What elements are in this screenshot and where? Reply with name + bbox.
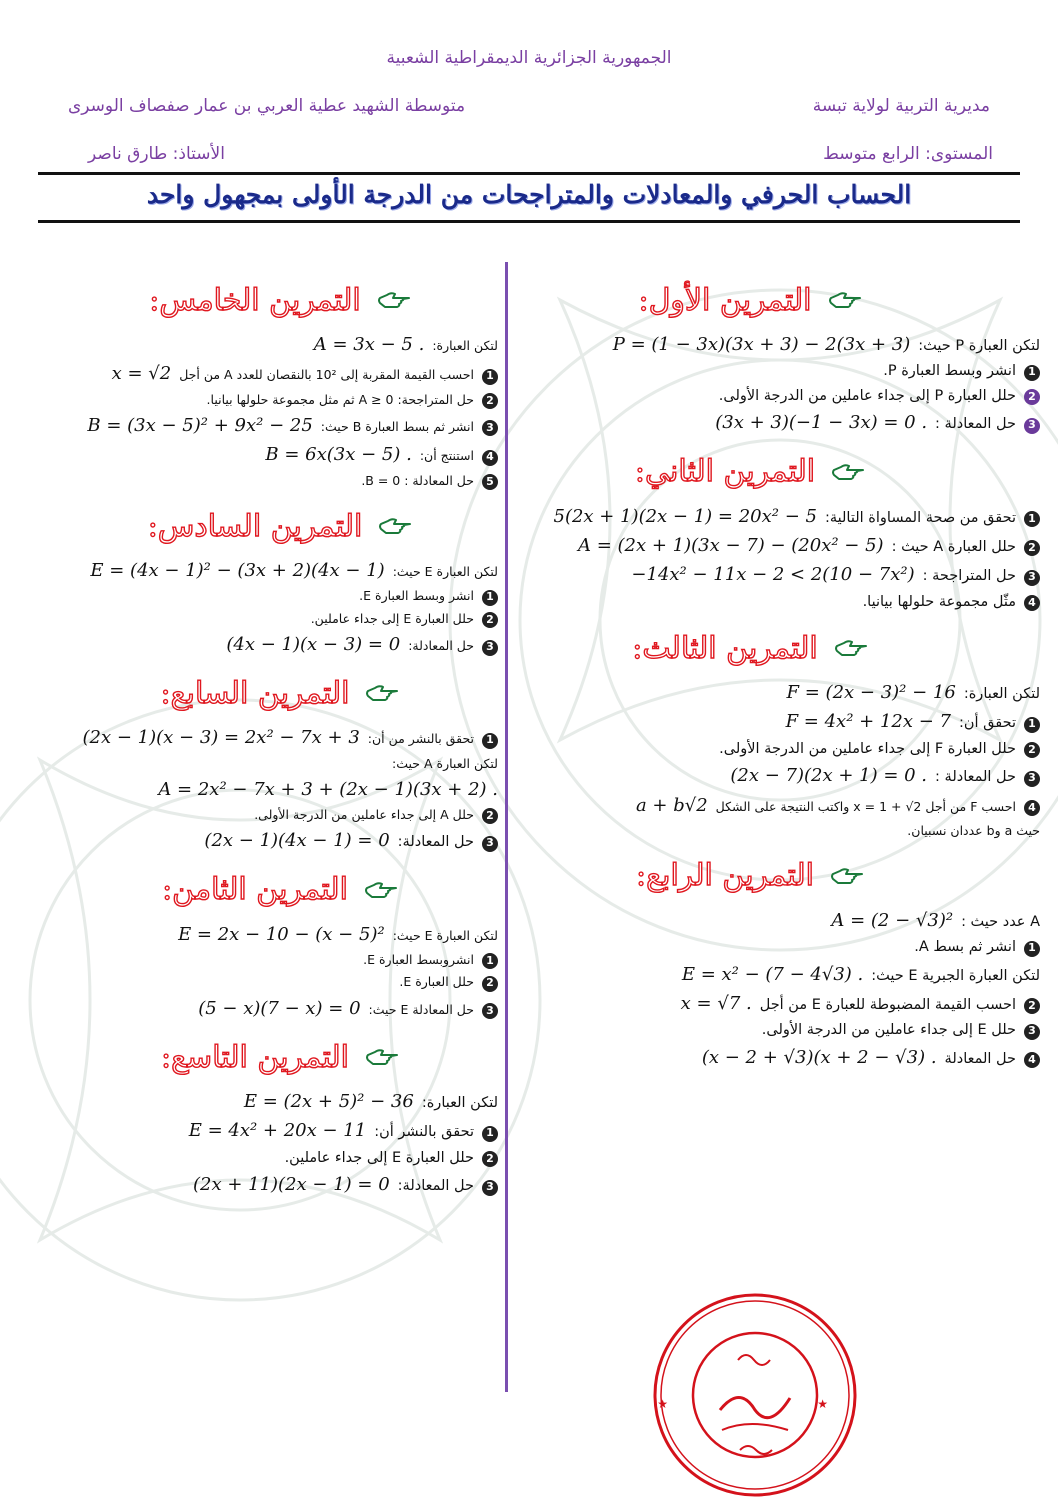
exercise-2-item-1-text: تحقق من صحة المساواة التالية:: [824, 509, 1016, 526]
item-number-badge: 2: [482, 976, 498, 992]
exercise-6-heading: [22, 498, 498, 554]
exercise-3-item-4-math: a + b√2: [635, 794, 708, 816]
exercise-8-item-3-math: (5 − x)(7 − x) = 0: [198, 997, 361, 1019]
exercise-2-item-2-text: حلل العبارة A حيث :: [891, 539, 1016, 556]
exercise-7-item-2-text: حلل A إلى جداء عاملين من الدرجة الأولى.: [254, 806, 474, 822]
exercise-3-item-1-math: F = 4x² + 12x − 7: [785, 711, 951, 733]
exercise-6-item-3: [22, 633, 498, 657]
exercise-9-heading: [22, 1029, 498, 1085]
exercise-3-item-1-text: تحقق أن:: [959, 715, 1016, 732]
exercise-3-item-4: [520, 794, 1040, 818]
exercise-3-item-3-math: (2x − 7)(2x + 1) = 0 .: [730, 765, 928, 787]
exercise-1-item-2: [520, 387, 1040, 407]
exercise-1-item-1-text: انشر وبسط العبارة P.: [883, 363, 1016, 380]
exercise-4-item-1: [520, 938, 1040, 958]
exercise-7-mid-label: لتكن العبارة A حيث:: [392, 755, 498, 771]
exercise-7-item-1-math: (2x − 1)(x − 3) = 2x² − 7x + 3: [82, 727, 360, 749]
exercise-9-item-1-text: تحقق بالنشر أن:: [374, 1124, 474, 1141]
exercise-5-heading: [22, 272, 498, 328]
exercise-1-intro-text: لتكن العبارة P حيث:: [918, 338, 1040, 354]
exercise-6-title: التمرين السادس:: [147, 508, 363, 544]
exercise-8-item-1-text: انشروبسط العبارة E.: [363, 951, 474, 967]
exercise-2-item-2-math: A = (2x + 1)(3x − 7) − (20x² − 5): [577, 535, 884, 557]
exercise-6-item-2: [22, 611, 498, 628]
exercise-6-intro-math: E = (4x − 1)² − (3x + 2)(4x − 1): [90, 560, 385, 582]
item-number-badge: 3: [482, 1003, 498, 1019]
exercise-1-heading: [520, 272, 1040, 328]
exercise-6-item-2-text: حلل العبارة E إلى جداء عاملين.: [310, 610, 474, 626]
exercise-4-item-4: [520, 1046, 1040, 1070]
exercise-4-expression-math: E = x² − (7 − 4√3) .: [681, 963, 864, 985]
exercise-4-item-1-text: انشر ثم بسط A.: [914, 939, 1016, 956]
exercise-7-item-1-text: تحقق بالنشر من أن:: [367, 731, 474, 747]
item-number-badge: 1: [1024, 941, 1040, 957]
exercise-1-item-1: [520, 362, 1040, 382]
item-number-badge: 1: [482, 590, 498, 606]
exercise-9-item-3: [22, 1173, 498, 1197]
exercise-1-item-3-math: (3x + 3)(−1 − 3x) = 0 .: [715, 412, 928, 434]
exercise-9-intro-math: E = (2x + 5)² − 36: [243, 1091, 414, 1113]
header-directorate: مديرية التربية لولاية تبسة: [812, 96, 990, 116]
item-number-badge: 4: [1024, 595, 1040, 611]
exercise-7-item-1: [22, 726, 498, 750]
exercise-7-mid-math: A = 2x² − 7x + 3 + (2x − 1)(3x + 2) .: [158, 778, 498, 800]
item-number-badge: 4: [1024, 1052, 1040, 1068]
item-number-badge: 2: [1024, 998, 1040, 1014]
exercise-4-item-2-math: x = √7 .: [680, 992, 752, 1014]
exercise-5-item-2-text: حل المتراجحة: A ≥ 0 ثم مثل مجموعة حلولها بيانيا.: [206, 391, 474, 407]
header-republic: الجمهورية الجزائرية الديمقراطية الشعبية: [386, 48, 672, 68]
exercise-5-intro: [22, 333, 498, 357]
exercise-1-item-3: [520, 411, 1040, 435]
pointing-hand-icon: [378, 515, 412, 537]
exercise-2-item-3-text: حل المتراجحة :: [922, 568, 1016, 585]
exercise-3-item-3: [520, 764, 1040, 788]
pointing-hand-icon: [830, 865, 864, 887]
exercise-5-item-5: [22, 473, 498, 490]
exercise-5-item-3-math: B = (3x − 5)² + 9x² − 25: [87, 415, 313, 437]
item-number-badge: 3: [482, 836, 498, 852]
title-top-rule: [38, 172, 1020, 175]
exercise-3-intro-math: F = (2x − 3)² − 16: [786, 682, 956, 704]
exercise-6-intro: [22, 559, 498, 583]
item-number-badge: 5: [482, 474, 498, 490]
exercise-6-item-3-math: (4x − 1)(x − 3) = 0: [226, 634, 401, 656]
exercise-7-mid-text: [22, 756, 498, 773]
item-number-badge: 3: [482, 640, 498, 656]
item-number-badge: 2: [1024, 742, 1040, 758]
exercise-7-item-3-text: حل المعادلة:: [397, 834, 474, 851]
exercise-5-item-3: [22, 414, 498, 438]
pointing-hand-icon: [365, 1046, 399, 1068]
exercise-6-intro-text: لتكن العبارة E حيث:: [392, 564, 498, 580]
exercise-7-title: التمرين السابع:: [160, 675, 350, 711]
exercise-2-item-4: [520, 593, 1040, 613]
pointing-hand-icon: [834, 637, 868, 659]
left-column: [22, 272, 498, 1206]
exercise-7-item-3: [22, 829, 498, 853]
exercise-3-title: التمرين الثالث:: [632, 630, 818, 666]
exercise-8-title: التمرين الثامن:: [162, 872, 348, 908]
item-number-badge: 2: [1024, 389, 1040, 405]
item-number-badge: 3: [1024, 1024, 1040, 1040]
exercise-6-item-3-text: حل المعادلة:: [408, 638, 474, 654]
exercise-3-note-text: حيث a وb عددان نسبيان.: [907, 822, 1040, 838]
exercise-3-intro: [520, 681, 1040, 705]
exercise-9-intro: [22, 1090, 498, 1114]
exercise-8: [22, 862, 498, 1021]
item-number-badge: 3: [1024, 418, 1040, 434]
pointing-hand-icon: [831, 461, 865, 483]
exercise-3-item-4-text: احسب F من أجل x = 1 + √2 واكتب النتيجة على الشكل: [715, 798, 1016, 814]
exercise-7-heading: [22, 665, 498, 721]
exercise-8-heading: [22, 862, 498, 918]
exercise-2-item-2: [520, 534, 1040, 558]
exercise-4-expression: [520, 963, 1040, 987]
exercise-3-intro-text: لتكن العبارة:: [963, 686, 1040, 703]
exercise-7-item-3-math: (2x − 1)(4x − 1) = 0: [204, 830, 390, 852]
exercise-5-intro-math: A = 3x − 5 .: [313, 334, 425, 355]
pointing-hand-icon: [365, 682, 399, 704]
exercise-5-item-4-math: B = 6x(3x − 5) .: [265, 444, 412, 466]
pointing-hand-icon: [828, 289, 862, 311]
exercise-4-item-3: [520, 1021, 1040, 1041]
exercise-4-intro: [520, 909, 1040, 933]
exercise-4: [520, 848, 1040, 1070]
exercise-4-item-4-math: (x − 2 + √3)(x + 2 − √3) .: [701, 1046, 937, 1068]
svg-text:★: ★: [817, 1397, 828, 1411]
exercise-3-heading: [520, 620, 1040, 676]
exercise-9-item-1: [22, 1119, 498, 1143]
exercise-4-intro-math: A = (2 − √3)²: [831, 909, 954, 931]
item-number-badge: 2: [482, 1151, 498, 1167]
exercise-9-item-3-text: حل المعادلة:: [397, 1178, 474, 1195]
exercise-1: [520, 272, 1040, 436]
exercise-6-item-1: [22, 588, 498, 605]
exercise-2-item-3-math: −14x² − 11x − 2 < 2(10 − 7x²): [631, 564, 915, 586]
exercise-8-item-2-text: حلل العبارة E.: [399, 974, 474, 990]
exercise-1-title: التمرين الأول:: [638, 282, 812, 318]
item-number-badge: 2: [482, 393, 498, 409]
title-bottom-rule: [38, 220, 1020, 223]
exercise-1-item-3-text: حل المعادلة :: [935, 416, 1016, 433]
exercise-9-item-3-math: (2x + 11)(2x − 1) = 0: [192, 1174, 390, 1196]
item-number-badge: 4: [1024, 800, 1040, 816]
exercise-3-item-2: [520, 740, 1040, 760]
item-number-badge: 2: [1024, 540, 1040, 556]
item-number-badge: 1: [482, 733, 498, 749]
item-number-badge: 4: [482, 450, 498, 466]
exercise-4-item-4-text: حل المعادلة: [944, 1050, 1016, 1067]
exercise-5-item-2: [22, 392, 498, 409]
exercise-8-item-3-text: حل المعادلة E حيث:: [368, 1001, 474, 1017]
item-number-badge: 2: [482, 612, 498, 628]
exercise-5-item-1-text: احسب القيمة المقربة إلى 10² بالنقصان للعدد A من أجل: [179, 367, 474, 383]
item-number-badge: 1: [482, 953, 498, 969]
exercise-9-title: التمرين التاسع:: [160, 1039, 350, 1075]
exercise-1-intro: [520, 333, 1040, 357]
header-level: المستوى: الرابع متوسط: [823, 144, 993, 164]
item-number-badge: 1: [482, 1126, 498, 1142]
item-number-badge: 1: [1024, 717, 1040, 733]
exercise-1-item-2-text: حلل العبارة P إلى جداء عاملين من الدرجة الأولى.: [718, 387, 1016, 404]
school-stamp-seal: [650, 1290, 860, 1500]
exercise-2-title: التمرين الثاني:: [634, 454, 816, 490]
exercise-4-intro-text: A عدد حيث :: [961, 913, 1040, 930]
pointing-hand-icon: [364, 879, 398, 901]
column-divider: [505, 262, 508, 1392]
exercise-9-item-1-math: E = 4x² + 20x − 11: [188, 1120, 367, 1142]
exercise-2-item-1-math: 5(2x + 1)(2x − 1) = 20x² − 5: [553, 505, 817, 527]
item-number-badge: 1: [1024, 365, 1040, 381]
exercise-3: [520, 620, 1040, 840]
exercise-8-item-2: [22, 974, 498, 991]
exercise-8-intro: [22, 923, 498, 947]
exercise-4-heading: [520, 848, 1040, 904]
exercise-3-note: [520, 823, 1040, 840]
item-number-badge: 1: [1024, 511, 1040, 527]
exercise-3-item-2-text: حلل العبارة F إلى جداء عاملين من الدرجة الأولى.: [719, 740, 1016, 757]
exercise-7-item-2: [22, 807, 498, 824]
exercise-4-item-2-text: احسب القيمة المضبوطة للعبارة E من أجل: [759, 996, 1016, 1013]
right-column: [520, 272, 1040, 1078]
exercise-9-item-2: [22, 1149, 498, 1169]
exercise-1-intro-math: P = (1 − 3x)(3x + 3) − 2(3x + 3): [612, 334, 911, 355]
header-school: متوسطة الشهيد عطية العربي بن عمار صفصاف الوسرى: [68, 96, 466, 116]
item-number-badge: 3: [482, 420, 498, 436]
exercise-5-item-4: [22, 443, 498, 467]
exercise-5-item-1-math: x = √2: [111, 363, 172, 385]
exercise-8-intro-math: E = 2x − 10 − (x − 5)²: [178, 923, 385, 945]
exercise-3-item-3-text: حل المعادلة :: [935, 769, 1016, 786]
exercise-4-item-3-text: حلل E إلى جداء عاملين من الدرجة الأولى.: [761, 1022, 1016, 1039]
exercise-2-item-4-text: مثّل مجموعة حلولها بيانيا.: [862, 593, 1016, 610]
item-number-badge: 3: [1024, 570, 1040, 586]
exercise-6-item-1-text: انشر وبسط العبارة E.: [359, 588, 474, 604]
exercise-5: [22, 272, 498, 490]
exercise-2: [520, 444, 1040, 612]
exercise-4-expression-text: لتكن العبارة الجبرية E حيث:: [871, 967, 1040, 984]
exercise-2-item-3: [520, 563, 1040, 587]
exercise-2-heading: [520, 444, 1040, 500]
item-number-badge: 3: [482, 1180, 498, 1196]
exercise-4-item-2: [520, 992, 1040, 1016]
exercise-5-item-3-text: انشر ثم بسط العبارة B حيث:: [320, 419, 474, 435]
exercise-6: [22, 498, 498, 657]
exercise-4-title: التمرين الرابع:: [636, 858, 814, 894]
exercise-5-item-1: [22, 362, 498, 386]
worksheet-title: الحساب الحرفي والمعادلات والمتراجحات من الدرجة الأولى بمجهول واحد: [146, 180, 912, 209]
svg-text:★: ★: [657, 1397, 668, 1411]
exercise-9-item-2-text: حلل العبارة E إلى جداء عاملين.: [284, 1149, 474, 1166]
exercise-8-item-3: [22, 997, 498, 1021]
item-number-badge: 1: [482, 369, 498, 385]
exercise-7: [22, 665, 498, 853]
exercise-5-title: التمرين الخامس:: [149, 282, 361, 318]
exercise-8-item-1: [22, 952, 498, 969]
exercise-5-item-4-text: استنتج أن:: [419, 448, 474, 464]
item-number-badge: 2: [482, 808, 498, 824]
exercise-7-mid-math-line: [22, 778, 498, 802]
item-number-badge: 3: [1024, 771, 1040, 787]
exercise-5-item-5-text: حل المعادلة : B = 0.: [361, 472, 474, 488]
exercise-9: [22, 1029, 498, 1197]
exercise-5-intro-text: لتكن العبارة:: [432, 338, 498, 353]
pointing-hand-icon: [377, 289, 411, 311]
exercise-3-item-1: [520, 710, 1040, 734]
exercise-2-item-1: [520, 505, 1040, 529]
exercise-9-intro-text: لتكن العبارة:: [421, 1095, 498, 1112]
header-teacher: الأستاذ: طارق ناصر: [88, 144, 225, 164]
exercise-8-intro-text: لتكن العبارة E حيث:: [392, 927, 498, 943]
